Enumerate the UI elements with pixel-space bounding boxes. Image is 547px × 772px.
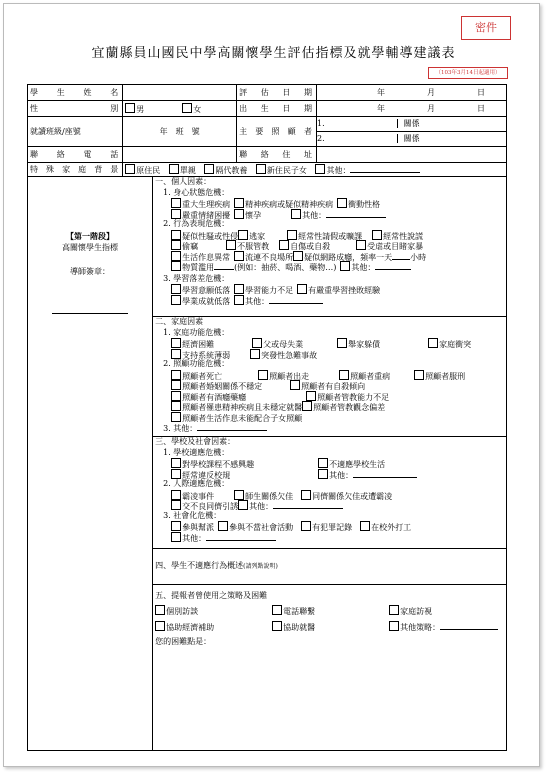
bg-checkbox[interactable]	[256, 164, 266, 174]
cb[interactable]	[414, 370, 424, 380]
cb[interactable]	[340, 261, 350, 271]
cb[interactable]	[318, 469, 328, 479]
male-checkbox[interactable]	[125, 103, 135, 113]
bg-checkbox[interactable]	[125, 164, 135, 174]
cb[interactable]	[238, 230, 248, 240]
stage-label: 【第一階段】	[66, 231, 115, 241]
teacher-sign-label: 導師簽章：	[70, 267, 111, 276]
cb[interactable]	[234, 490, 244, 500]
cb[interactable]	[291, 209, 301, 219]
label-caregiver: 主要照顧者	[237, 117, 317, 147]
cb[interactable]	[155, 621, 165, 631]
field-birth[interactable]: 年 月 日	[317, 101, 507, 117]
cb[interactable]	[226, 240, 236, 250]
stage-column	[28, 177, 153, 751]
field-address[interactable]	[317, 147, 507, 163]
cb[interactable]	[171, 338, 181, 348]
label-eval-date: 評估日期	[237, 85, 317, 101]
section-family: 二、家庭因素 1. 家庭功能危機： 經濟困難 父或母失業 舉家躲債 家庭衝突 支持系統薄弱 突發性急難事故 2. 照顧功能危機： 照顧者死亡 照顧者出走 照顧者重病 照顧者服刑 照顧者婚姻關係不穩定 照顧者有自殺傾向 照顧者有酒癮藥癮 照顧者管教能力不足 照顧者罹患精神疾病且未穩定就醫 照顧者管教觀念偏差 照顧者生活作息未能配合子女照顧 3. 其他：	[153, 317, 507, 437]
cb[interactable]	[171, 469, 181, 479]
cb[interactable]	[171, 240, 181, 250]
field-caregiver[interactable]: 1. 關係 2. 關係	[317, 117, 507, 147]
section-school-social: 三、學校及社會因素： 1. 學校適應危機： 對學校課程不感興趣 不適應學校生活 經常違反校規 其他： 2. 人際適應危機： 霸凌事件 師生關係欠佳 同儕關係欠佳或遭霸凌 交不良同儕引誘 其他： 3. 社會化危機： 參與幫派 參與不當社會活動 有犯罪記錄 在校外打工 其他：	[153, 437, 507, 549]
cb[interactable]	[297, 284, 307, 294]
cb[interactable]	[234, 251, 244, 261]
form-title: 宜蘭縣員山國民中學高關懷學生評估指標及就學輔導建議表	[91, 46, 456, 61]
cb[interactable]	[337, 338, 347, 348]
cb[interactable]	[290, 380, 300, 390]
section-behavior[interactable]: 四、學生不適應行為概述(請列點說明)	[153, 549, 507, 585]
field-name[interactable]	[123, 85, 237, 101]
label-family-background: 特殊家庭背景	[28, 163, 123, 177]
cb[interactable]	[272, 621, 282, 631]
cb[interactable]	[155, 605, 165, 615]
cb[interactable]	[339, 370, 349, 380]
family-background-options[interactable]: 原住民 單親 隔代教養 新住民子女 其他：	[123, 163, 507, 177]
label-address: 聯絡住址	[237, 147, 317, 163]
effective-date-note: （103年3月14日起適用）	[428, 67, 508, 79]
teacher-sign-line[interactable]	[52, 313, 128, 314]
bg-checkbox[interactable]	[169, 164, 179, 174]
cb[interactable]	[234, 284, 244, 294]
field-eval-date[interactable]: 年 月 日	[317, 85, 507, 101]
cb[interactable]	[171, 532, 181, 542]
cb[interactable]	[389, 621, 399, 631]
cb[interactable]	[293, 251, 303, 261]
cb[interactable]	[171, 401, 181, 411]
cb[interactable]	[171, 261, 181, 271]
cb[interactable]	[171, 230, 181, 240]
field-gender[interactable]: 男 女	[123, 101, 237, 117]
field-phone[interactable]	[123, 147, 237, 163]
cb[interactable]	[171, 412, 181, 422]
cb[interactable]	[356, 240, 366, 250]
cb[interactable]	[234, 295, 244, 305]
cb[interactable]	[250, 349, 260, 359]
section-strategies: 五、提報者曾使用之策略及困難 個別訪談 電話聯繫 家庭訪視 協助經濟補助 協助就醫 其他策略： 您的困難點是：	[153, 585, 507, 751]
cb[interactable]	[360, 521, 370, 531]
label-birth: 出生日期	[237, 101, 317, 117]
cb[interactable]	[372, 230, 382, 240]
cb[interactable]	[171, 251, 181, 261]
cb[interactable]	[171, 295, 181, 305]
cb[interactable]	[389, 605, 399, 615]
label-name: 學生姓名	[28, 85, 123, 101]
cb[interactable]	[301, 521, 311, 531]
field-class[interactable]: 年 班 號	[123, 117, 237, 147]
label-class: 就讀班級/座號	[28, 117, 123, 147]
cb[interactable]	[428, 338, 438, 348]
cb[interactable]	[258, 370, 268, 380]
cb[interactable]	[302, 401, 312, 411]
stage-sub: 高關懷學生指標	[62, 243, 119, 252]
cb[interactable]	[171, 349, 181, 359]
cb[interactable]	[272, 605, 282, 615]
cb[interactable]	[171, 209, 181, 219]
cb[interactable]	[171, 380, 181, 390]
bg-checkbox[interactable]	[204, 164, 214, 174]
cb[interactable]	[171, 490, 181, 500]
cb[interactable]	[171, 458, 181, 468]
assessment-form	[27, 84, 507, 751]
female-checkbox[interactable]	[182, 103, 192, 113]
cb[interactable]	[234, 198, 244, 208]
cb[interactable]	[238, 500, 248, 510]
cb[interactable]	[218, 521, 228, 531]
cb[interactable]	[252, 338, 262, 348]
cb[interactable]	[301, 490, 311, 500]
label-gender: 性別	[28, 101, 123, 117]
cb[interactable]	[234, 209, 244, 219]
section-personal: 一、個人因素： 1. 身心狀態危機： 重大生理疾病 精神疾病或疑似精神疾病 衝動性格 嚴重情緒困擾 懷孕 其他： 2. 行為表現危機： 疑似性騷或性侵 逃家 經常性請假或曠課 經常性說謊 偷竊 不服管教 自傷或自殺 受虐或目睹家暴 生活作息異常 流連不良場所 疑似網路成癮，頻率一天 小時 物質濫用 (例如：抽菸、喝酒、藥物…) 其他： 3. 學習落差危機： 學習意願低落 學習能力不足 有嚴重學習挫敗經驗 學業成就低落 其他：	[153, 177, 507, 317]
cb[interactable]	[337, 198, 347, 208]
cb[interactable]	[287, 230, 297, 240]
cb[interactable]	[279, 240, 289, 250]
cb[interactable]	[171, 198, 181, 208]
cb[interactable]	[171, 284, 181, 294]
cb[interactable]	[171, 500, 181, 510]
cb[interactable]	[171, 521, 181, 531]
cb[interactable]	[171, 370, 181, 380]
cb[interactable]	[318, 458, 328, 468]
cb[interactable]	[171, 391, 181, 401]
label-phone: 聯絡電話	[28, 147, 123, 163]
cb[interactable]	[306, 391, 316, 401]
bg-checkbox[interactable]	[315, 164, 325, 174]
confidential-stamp: 密件	[461, 16, 511, 40]
